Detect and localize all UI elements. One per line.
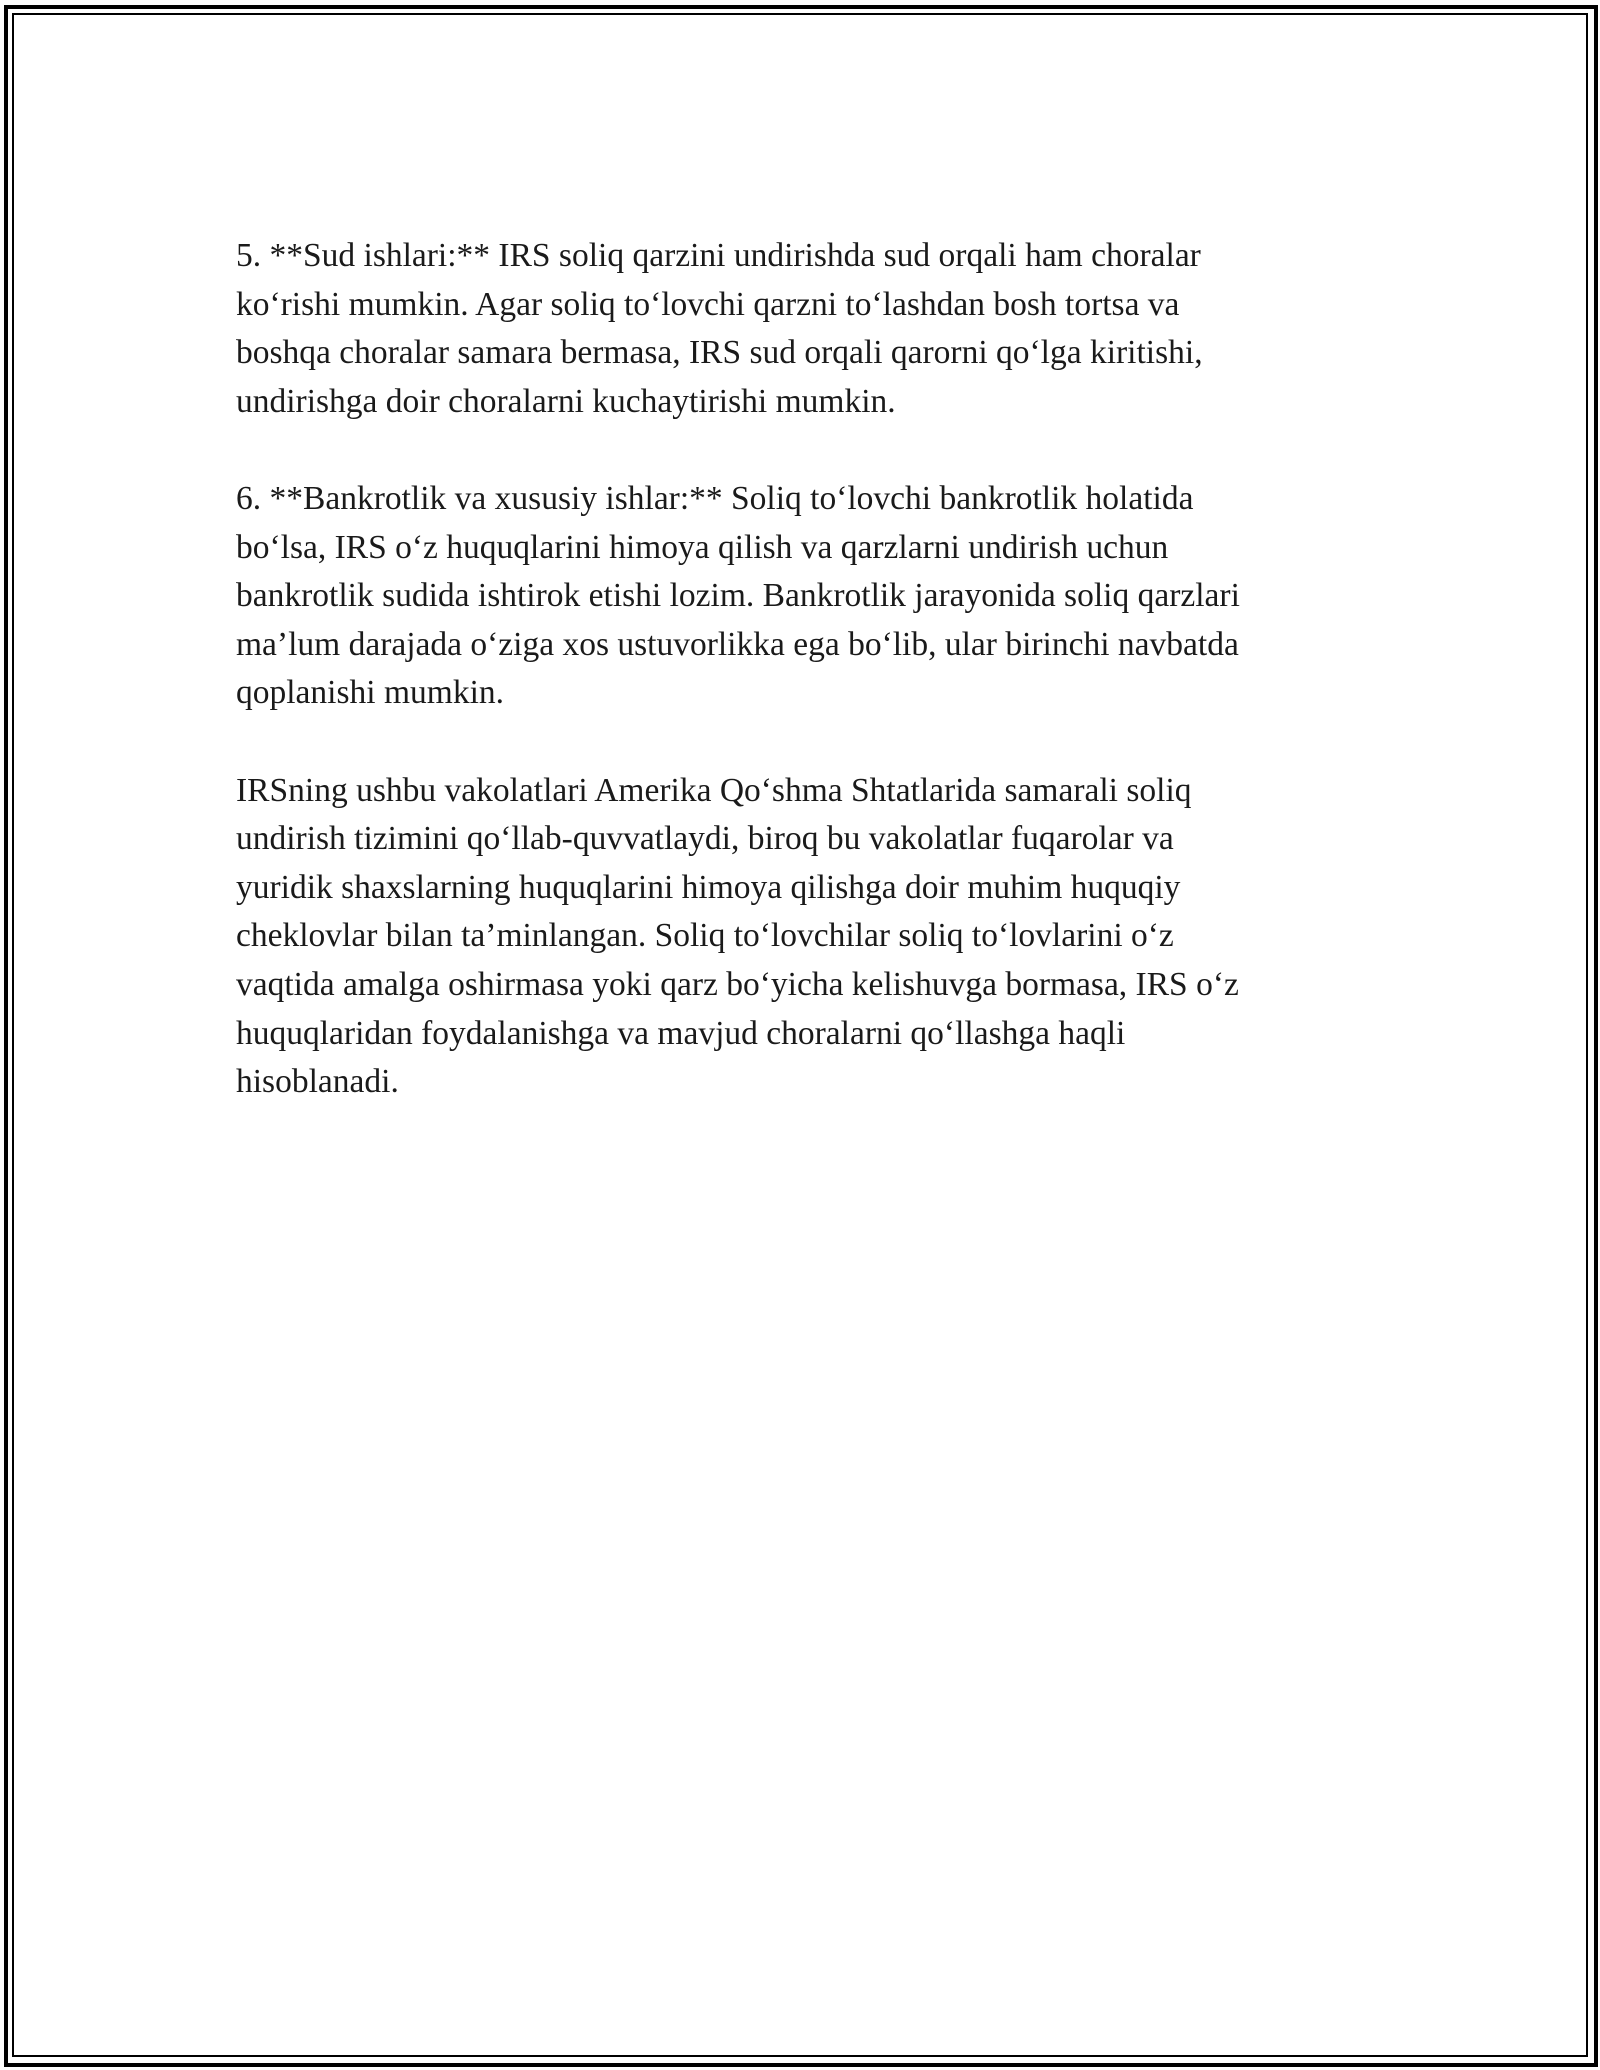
document-body [236,232,1358,1155]
paragraph-bankrotlik: 6. **Bankrotlik va xususiy ishlar:** Soliq to‘lovchi bankrotlik holatida bo‘lsa, IRS o‘z huquqlarini himoya qilish va qarzlarni undirish uchun bankrotlik sudida ishtirok etishi lozim. Bankrotlik jarayonida soliq qarzlari ma’lum darajada o‘ziga xos ustuvorlikka ega bo‘lib, ular birinchi navbatda qoplanishi mumkin. [236,479,1240,712]
paragraph-sud-ishlari: 5. **Sud ishlari:** IRS soliq qarzini undirishda sud orqali ham choralar ko‘rishi mumkin. Agar soliq to‘lovchi qarzni to‘lashdan bosh tortsa va boshqa choralar samara bermasa, IRS sud orqali qarorni qo‘lga kiritishi, undirishga doir choralarni kuchaytirishi mumkin. [236,237,1203,420]
paragraph-conclusion: IRSning ushbu vakolatlari Amerika Qo‘shma Shtatlarida samarali soliq undirish tizimini qo‘llab-quvvatlaydi, biroq bu vakolatlar fuqarolar va yuridik shaxslarning huquqlarini himoya qilishga doir muhim huquqiy cheklovlar bilan ta’minlangan. Soliq to‘lovchilar soliq to‘lovlarini o‘z vaqtida amalga oshirmasa yoki qarz bo‘yicha kelishuvga bormasa, IRS o‘z huquqlaridan foydalanishga va mavjud choralarni qo‘llashga haqli hisoblanadi. [236,771,1239,1101]
